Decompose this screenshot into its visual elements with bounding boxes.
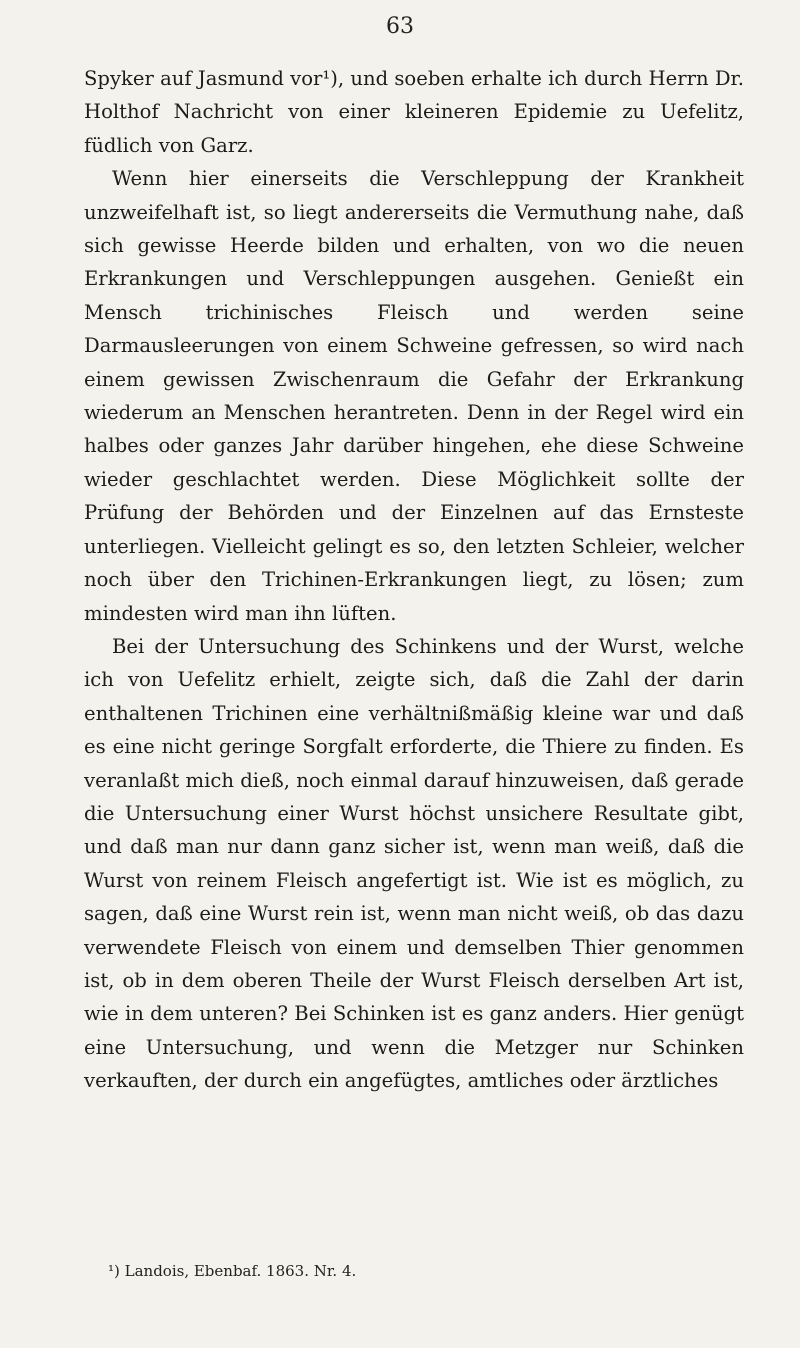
body-text [84, 62, 744, 1098]
footnote: ¹) Landois, Ebenbaf. 1863. Nr. 4. [108, 1262, 357, 1280]
paragraph-1: Spyker auf Jasmund vor¹), und soeben erhalte ich durch Herrn Dr. Holthof Nachricht von einer kleineren Epidemie zu Uefelitz, füdlich von Garz. [84, 67, 744, 157]
page-number: 63 [386, 14, 414, 39]
paragraph-2: Wenn hier einerseits die Verschleppung der Krankheit unzweifelhaft ist, so liegt andererseits die Vermuthung nahe, daß sich gewisse Heerde bilden und erhalten, von wo die neuen Erkrankungen und Verschleppungen ausgehen. Genießt ein Mensch trichinisches Fleisch und werden seine Darmausleerungen von einem Schweine gefressen, so wird nach einem gewissen Zwischenraum die Gefahr der Erkrankung wiederum an Menschen herantreten. Denn in der Regel wird ein halbes oder ganzes Jahr darüber hingehen, ehe diese Schweine wieder geschlachtet werden. Diese Möglichkeit sollte der Prüfung der Behörden und der Einzelnen auf das Ernsteste unterliegen. Vielleicht gelingt es so, den letzten Schleier, welcher noch über den Trichinen-Erkrankungen liegt, zu lösen; zum mindesten wird man ihn lüften. [84, 167, 744, 625]
paragraph-3: Bei der Untersuchung des Schinkens und der Wurst, welche ich von Uefelitz erhielt, zeigte sich, daß die Zahl der darin enthaltenen Trichinen eine verhältnißmäßig kleine war und daß es eine nicht geringe Sorgfalt erforderte, die Thiere zu finden. Es veranlaßt mich dieß, noch einmal darauf hinzuweisen, daß gerade die Untersuchung einer Wurst höchst unsichere Resultate gibt, und daß man nur dann ganz sicher ist, wenn man weiß, daß die Wurst von reinem Fleisch angefertigt ist. Wie ist es möglich, zu sagen, daß eine Wurst rein ist, wenn man nicht weiß, ob das dazu verwendete Fleisch von einem und demselben Thier genommen ist, ob in dem oberen Theile der Wurst Fleisch derselben Art ist, wie in dem unteren? Bei Schinken ist es ganz anders. Hier genügt eine Untersuchung, und wenn die Metzger nur Schinken verkauften, der durch ein angefügtes, amtliches oder ärztliches [84, 634, 744, 1093]
